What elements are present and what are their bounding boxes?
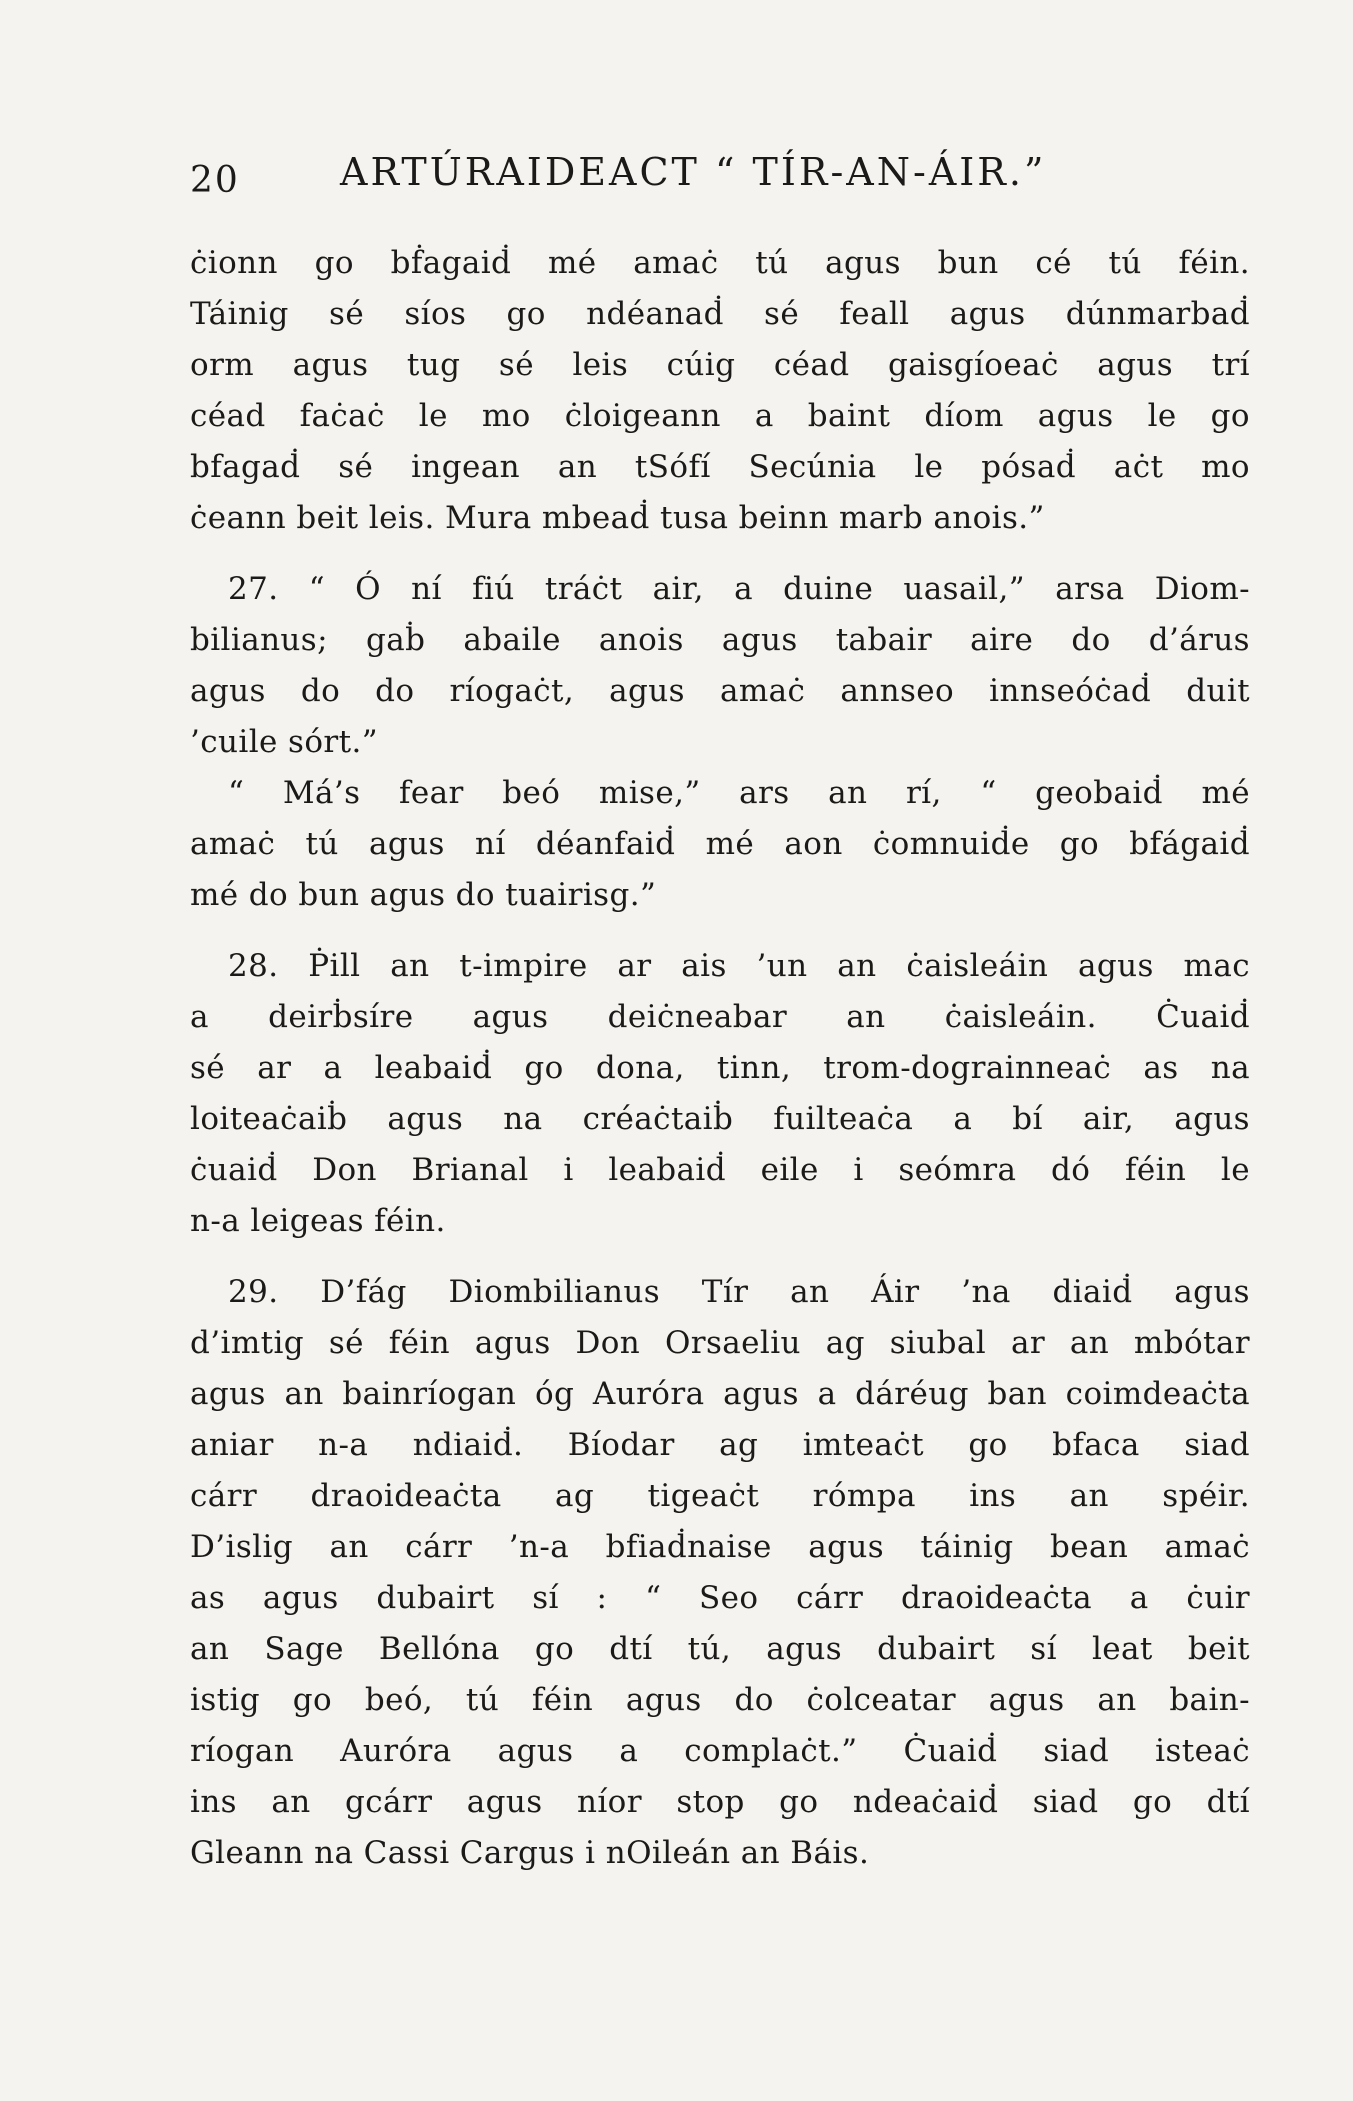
text-line: ċuaiḋ Don Brianal i leabaiḋ eile i seómra dó féin le <box>190 1152 1250 1188</box>
text-line: an Sage Bellóna go dtí tú, agus dubairt sí leat beit <box>190 1631 1250 1667</box>
text-line: ċeann beit leis. Mura mbeaḋ tusa beinn marb anois.” <box>190 500 1045 536</box>
text-line: istig go beó, tú féin agus do ċolceatar agus an bain- <box>190 1682 1250 1718</box>
text-line: loiteaċaiḃ agus na créaċtaiḃ fuilteaċa a bí air, agus <box>190 1101 1250 1137</box>
text-line: agus an bainríogan óg Auróra agus a dáréug ban coimdeaċta <box>190 1376 1250 1412</box>
text-line: Gleann na Cassi Cargus i nOileán an Báis. <box>190 1835 870 1871</box>
text-line: as agus dubairt sí : “ Seo cárr draoideaċta a ċuir <box>190 1580 1250 1616</box>
text-line: d’imtig sé féin agus Don Orsaeliu ag siubal ar an mbótar <box>190 1325 1250 1361</box>
text-line: D’islig an cárr ’n-a bfiaḋnaise agus táinig bean amaċ <box>190 1529 1250 1565</box>
text-line: cárr draoideaċta ag tigeaċt rómpa ins an spéir. <box>190 1478 1250 1514</box>
text-line: ríogan Auróra agus a complaċt.” Ċuaiḋ siad isteaċ <box>190 1733 1250 1769</box>
page-header <box>190 150 1250 210</box>
paragraph-continuation <box>190 238 1250 544</box>
text-line: orm agus tug sé leis cúig céad gaisgíoeaċ agus trí <box>190 347 1250 383</box>
paragraph-gap <box>190 921 1250 941</box>
text-line: 29. D’fág Diombilianus Tír an Áir ’na diaiḋ agus <box>228 1274 1250 1310</box>
page-number: 20 <box>190 160 240 201</box>
running-title: ARTÚRAIDEACT “ TÍR-AN-ÁIR.” <box>340 150 1047 194</box>
paragraph-gap <box>190 544 1250 564</box>
text-line: amaċ tú agus ní déanfaiḋ mé aon ċomnuiḋe go bfágaiḋ <box>190 826 1250 862</box>
text-line: céad faċaċ le mo ċloigeann a baint díom agus le go <box>190 398 1250 434</box>
text-line: Táinig sé síos go ndéanaḋ sé feall agus dúnmarbaḋ <box>190 296 1250 332</box>
text-line: agus do do ríogaċt, agus amaċ annseo innseóċaḋ duit <box>190 673 1250 709</box>
text-line: ’cuile sórt.” <box>190 724 378 760</box>
text-line: bilianus; gaḃ abaile anois agus tabair aire do d’árus <box>190 622 1250 658</box>
paragraph-29 <box>190 1267 1250 1879</box>
text-line: mé do bun agus do tuairisg.” <box>190 877 657 913</box>
body-text <box>190 238 1250 1879</box>
text-line: 28. Ṗill an t-impire ar ais ’un an ċaisleáin agus mac <box>228 948 1250 984</box>
text-line: ċionn go bḟagaiḋ mé amaċ tú agus bun cé tú féin. <box>190 245 1250 281</box>
text-line: a deirḃsíre agus deiċneabar an ċaisleáin. Ċuaiḋ <box>190 999 1250 1035</box>
text-line: bfagaḋ sé ingean an tSófí Secúnia le pósaḋ aċt mo <box>190 449 1250 485</box>
paragraph-28 <box>190 941 1250 1247</box>
paragraph-27 <box>190 564 1250 921</box>
text-line: ins an gcárr agus níor stop go ndeaċaiḋ siad go dtí <box>190 1784 1250 1820</box>
text-line: aniar n-a ndiaiḋ. Bíodar ag imteaċt go bfaca siad <box>190 1427 1250 1463</box>
text-line: sé ar a leabaiḋ go dona, tinn, trom-dograinneaċ as na <box>190 1050 1250 1086</box>
paragraph-gap <box>190 1247 1250 1267</box>
text-line: 27. “ Ó ní fiú tráċt air, a duine uasail,” arsa Diom- <box>228 571 1250 607</box>
text-line: “ Má’s fear beó mise,” ars an rí, “ geobaiḋ mé <box>228 775 1250 811</box>
text-line: n-a leigeas féin. <box>190 1203 446 1239</box>
